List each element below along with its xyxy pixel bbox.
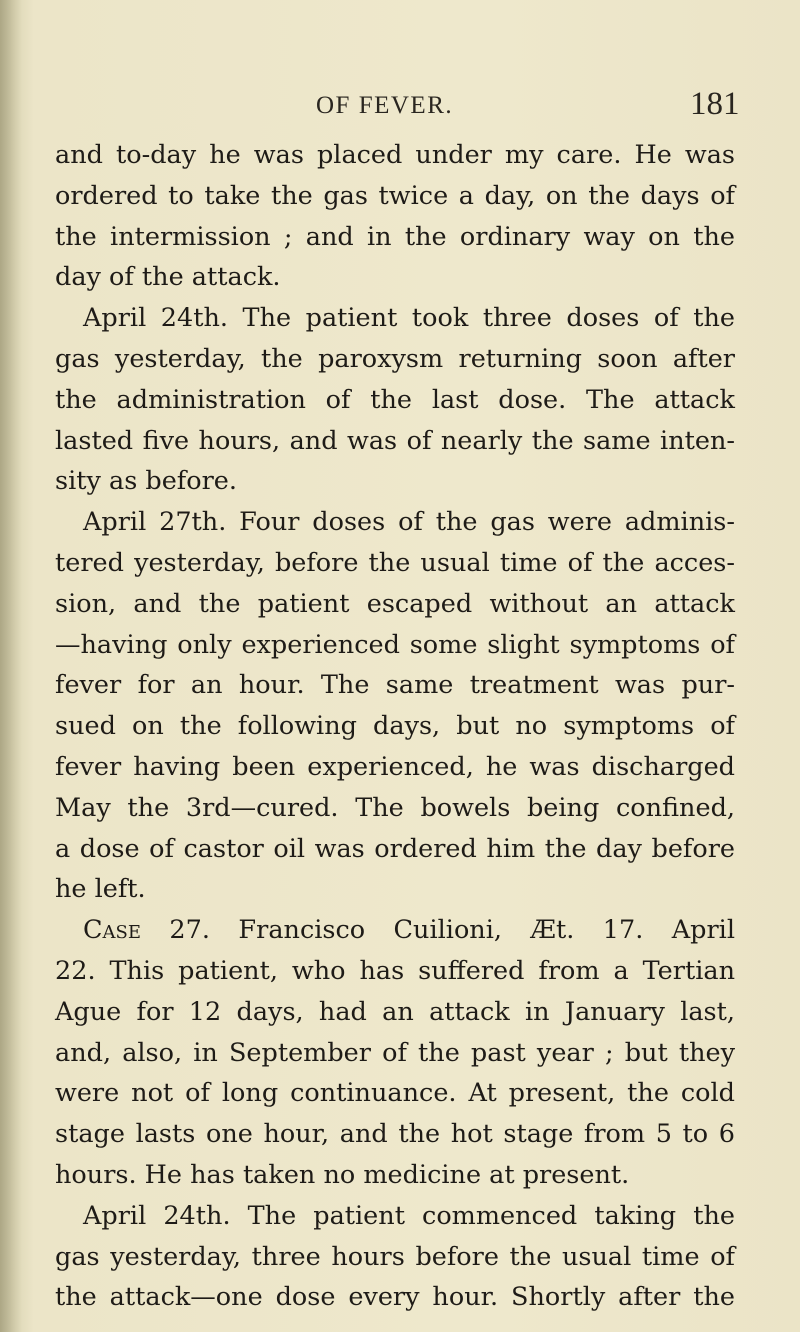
text-line: stage lasts one hour, and the hot stage from 5 to 6 [55,1119,735,1150]
text-line: the administration of the last dose. The attack [55,384,735,415]
text-line: May the 3rd—cured. The bowels being confined, [55,792,735,823]
text-line: a dose of castor oil was ordered him the day before [55,833,735,864]
text-line: gas yesterday, three hours before the usual time of [55,1241,735,1272]
text-line: sity as before. [55,466,237,497]
running-head [0,86,800,132]
text-line: he left. [55,874,146,905]
text-line: April 27th. Four doses of the gas were adminis- [83,507,735,538]
text-line: 22. This patient, who has suffered from a Tertian [55,955,735,986]
binding-gutter-shadow [0,0,22,1332]
running-head-title: OF FEVER. [316,92,454,119]
page-number: 181 [690,86,740,122]
text-line: ordered to take the gas twice a day, on the days of [55,180,735,211]
body-text [55,135,735,1318]
text-line: the attack—one dose every hour. Shortly after the [55,1282,735,1313]
text-line: hours. He has taken no medicine at present. [55,1159,630,1190]
text-line: and to-day he was placed under my care. He was [55,140,735,170]
text-line: April 24th. The patient took three doses of the [83,303,735,334]
case-label: Case [83,915,141,946]
text-line: and, also, in September of the past year ; but they [55,1037,735,1068]
text-line: —having only experienced some slight symptoms of [55,629,735,660]
text-line: fever for an hour. The same treatment was pur- [55,670,735,701]
text-line: Case 27. Francisco Cuilioni, Æt. 17. April [83,915,735,946]
text-line: April 24th. The patient commenced taking the [83,1200,735,1231]
text-line: day of the attack. [55,262,281,293]
text-line: gas yesterday, the paroxysm returning soon after [55,343,735,374]
text-line: tered yesterday, before the usual time of the acces- [55,547,735,578]
text-line: lasted five hours, and was of nearly the same inten- [55,425,735,456]
text-line: fever having been experienced, he was discharged [55,751,735,782]
text-line: the intermission ; and in the ordinary way on the [55,221,735,252]
text-line: sion, and the patient escaped without an attack [55,588,735,619]
text-line: were not of long continuance. At present, the cold [55,1078,735,1109]
text-line: Ague for 12 days, had an attack in January last, [55,996,735,1027]
text-line: sued on the following days, but no symptoms of [55,711,735,742]
